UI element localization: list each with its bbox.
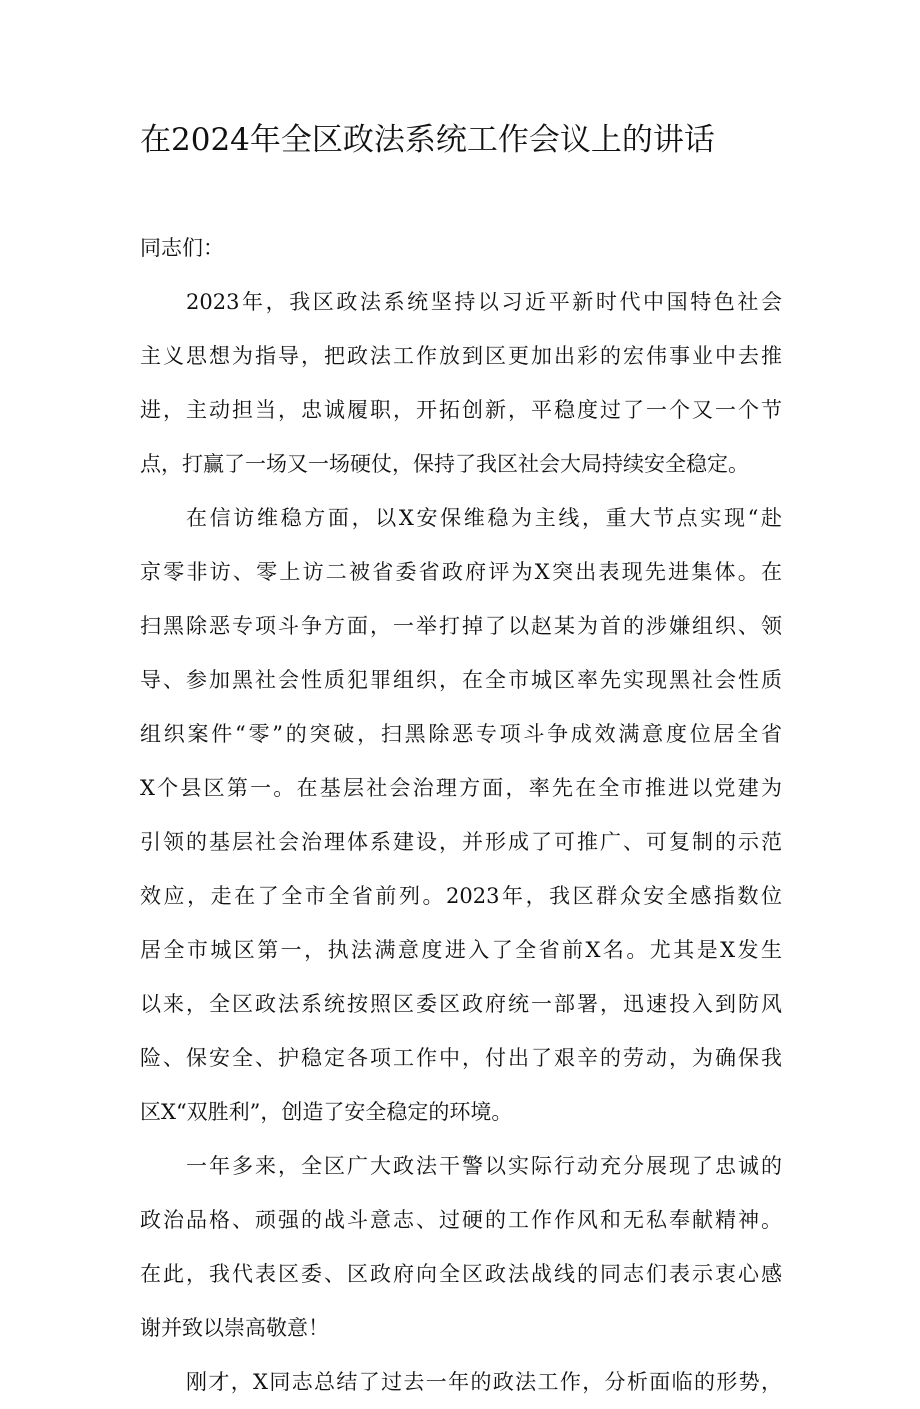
paragraph-line: 刚才，X同志总结了过去一年的政法工作，分析面临的形势， [186, 1370, 782, 1394]
paragraph-line: 扫黑除恶专项斗争方面，一举打掉了以赵某为首的涉嫌组织、领 [140, 614, 782, 638]
paragraph-line: 政治品格、顽强的战斗意志、过硬的工作作风和无私奉献精神。 [140, 1208, 782, 1232]
paragraph-line: 导、参加黑社会性质犯罪组织，在全市城区率先实现黑社会性质 [140, 668, 782, 692]
paragraph-line: 引领的基层社会治理体系建设，并形成了可推广、可复制的示范 [140, 830, 782, 854]
document-body [140, 221, 782, 1409]
document-title: 在2024年全区政法系统工作会议上的讲话 [140, 122, 715, 158]
paragraph-line: 效应，走在了全市全省前列。2023年，我区群众安全感指数位 [140, 884, 782, 908]
paragraph-line: 险、保安全、护稳定各项工作中，付出了艰辛的劳动，为确保我 [140, 1046, 782, 1070]
paragraph-line: 以来，全区政法系统按照区委区政府统一部署，迅速投入到防风 [140, 992, 782, 1016]
paragraph-4 [140, 1355, 782, 1409]
paragraph-line: 区X“双胜利”，创造了安全稳定的环境。 [140, 1100, 513, 1124]
paragraph-line: 主义思想为指导，把政法工作放到区更加出彩的宏伟事业中去推 [140, 344, 782, 368]
salutation: 同志们： [140, 236, 224, 260]
paragraph-line: 一年多来，全区广大政法干警以实际行动充分展现了忠诚的 [186, 1154, 782, 1178]
paragraph-line: 进，主动担当，忠诚履职，开拓创新，平稳度过了一个又一个节 [140, 398, 782, 422]
paragraph-line: 点，打赢了一场又一场硬仗，保持了我区社会大局持续安全稳定。 [140, 452, 749, 476]
paragraph-1 [140, 275, 782, 491]
paragraph-line: 谢并致以崇高敬意！ [140, 1316, 329, 1340]
paragraph-line: 在此，我代表区委、区政府向全区政法战线的同志们表示衷心感 [140, 1262, 782, 1286]
paragraph-line: 2023年，我区政法系统坚持以习近平新时代中国特色社会 [186, 290, 782, 314]
paragraph-line: 京零非访、零上访二被省委省政府评为X突出表现先进集体。在 [140, 560, 782, 584]
paragraph-line: 居全市城区第一，执法满意度进入了全省前X名。尤其是X发生 [140, 938, 782, 962]
paragraph-line: 组织案件“零”的突破，扫黑除恶专项斗争成效满意度位居全省 [140, 722, 782, 746]
paragraph-line: X个县区第一。在基层社会治理方面，率先在全市推进以党建为 [140, 776, 782, 800]
paragraph-line: 在信访维稳方面，以X安保维稳为主线，重大节点实现“赴 [186, 506, 782, 530]
paragraph-2 [140, 491, 782, 1139]
paragraph-3 [140, 1139, 782, 1355]
